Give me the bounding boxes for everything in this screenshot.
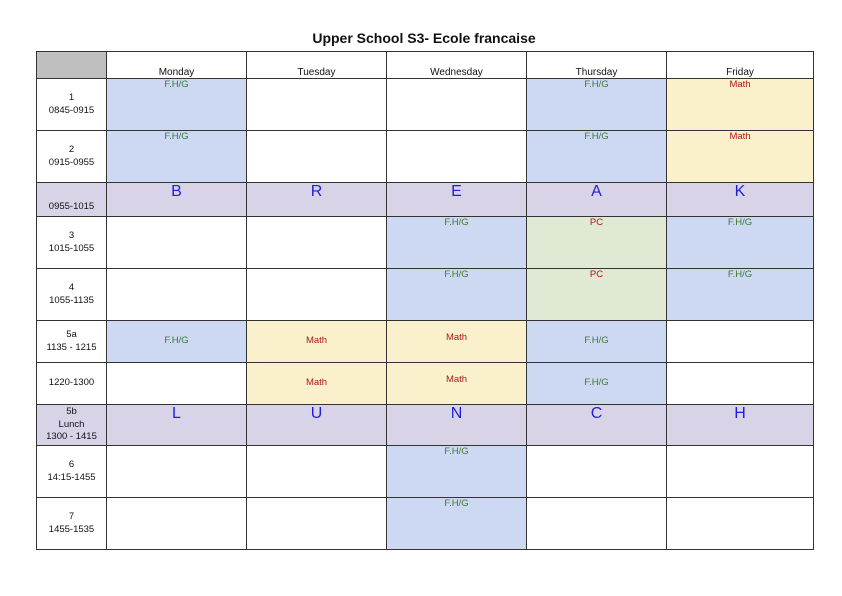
lesson-cell: F.H/G [107,321,247,363]
day-header-tuesday: Tuesday [247,52,387,79]
table-row [37,217,814,269]
period-label: 1 0845-0915 [37,79,107,131]
lesson-cell: F.H/G [387,217,527,269]
lesson-cell: F.H/G [387,446,527,498]
break-letter: L [107,405,247,446]
lesson-cell [667,498,814,550]
lesson-cell: F.H/G [527,131,667,183]
lesson-cell: Math [387,363,527,405]
break-letter: C [527,405,667,446]
lesson-cell [247,498,387,550]
day-header-monday: Monday [107,52,247,79]
page-title: Upper School S3- Ecole francaise [312,30,536,46]
table-row [37,446,814,498]
break-letter: H [667,405,814,446]
lesson-cell [107,217,247,269]
lesson-cell: Math [247,321,387,363]
break-row [37,405,814,446]
lesson-cell [247,131,387,183]
lesson-cell [527,446,667,498]
corner-cell [37,52,107,79]
table-row [37,269,814,321]
lesson-cell [247,269,387,321]
lesson-cell: Math [667,79,814,131]
lesson-cell: PC [527,269,667,321]
lesson-cell [387,131,527,183]
period-label: 4 1055-1135 [37,269,107,321]
lesson-cell: Math [387,321,527,363]
break-letter: R [247,183,387,217]
lesson-cell [107,446,247,498]
period-label: 3 1015-1055 [37,217,107,269]
lesson-cell [247,79,387,131]
lesson-cell [107,363,247,405]
period-label: 7 1455-1535 [37,498,107,550]
lesson-cell [667,321,814,363]
lesson-cell: Math [247,363,387,405]
lesson-cell [527,498,667,550]
timetable [36,51,814,550]
period-label: 0955-1015 [37,183,107,217]
lesson-cell [247,446,387,498]
lesson-cell: PC [527,217,667,269]
period-label: 2 0915-0955 [37,131,107,183]
lesson-cell [107,498,247,550]
break-letter: U [247,405,387,446]
table-row [37,498,814,550]
lesson-cell: F.H/G [667,217,814,269]
period-label: 5b Lunch 1300 - 1415 [37,405,107,446]
table-row [37,363,814,405]
lesson-cell [387,79,527,131]
lesson-cell: Math [667,131,814,183]
break-letter: N [387,405,527,446]
period-label: 5a 1135 - 1215 [37,321,107,363]
period-label: 1220-1300 [37,363,107,405]
table-row [37,321,814,363]
lesson-cell [667,446,814,498]
lesson-cell [667,363,814,405]
table-row [37,79,814,131]
day-header-wednesday: Wednesday [387,52,527,79]
lesson-cell: F.H/G [527,363,667,405]
period-label: 6 14:15-1455 [37,446,107,498]
table-row [37,131,814,183]
break-letter: K [667,183,814,217]
break-letter: B [107,183,247,217]
lesson-cell: F.H/G [387,498,527,550]
lesson-cell: F.H/G [527,79,667,131]
break-letter: A [527,183,667,217]
lesson-cell: F.H/G [107,131,247,183]
break-row [37,183,814,217]
lesson-cell: F.H/G [387,269,527,321]
lesson-cell: F.H/G [527,321,667,363]
break-letter: E [387,183,527,217]
lesson-cell: F.H/G [107,79,247,131]
day-header-friday: Friday [667,52,814,79]
day-header-thursday: Thursday [527,52,667,79]
lesson-cell: F.H/G [667,269,814,321]
lesson-cell [247,217,387,269]
lesson-cell [107,269,247,321]
